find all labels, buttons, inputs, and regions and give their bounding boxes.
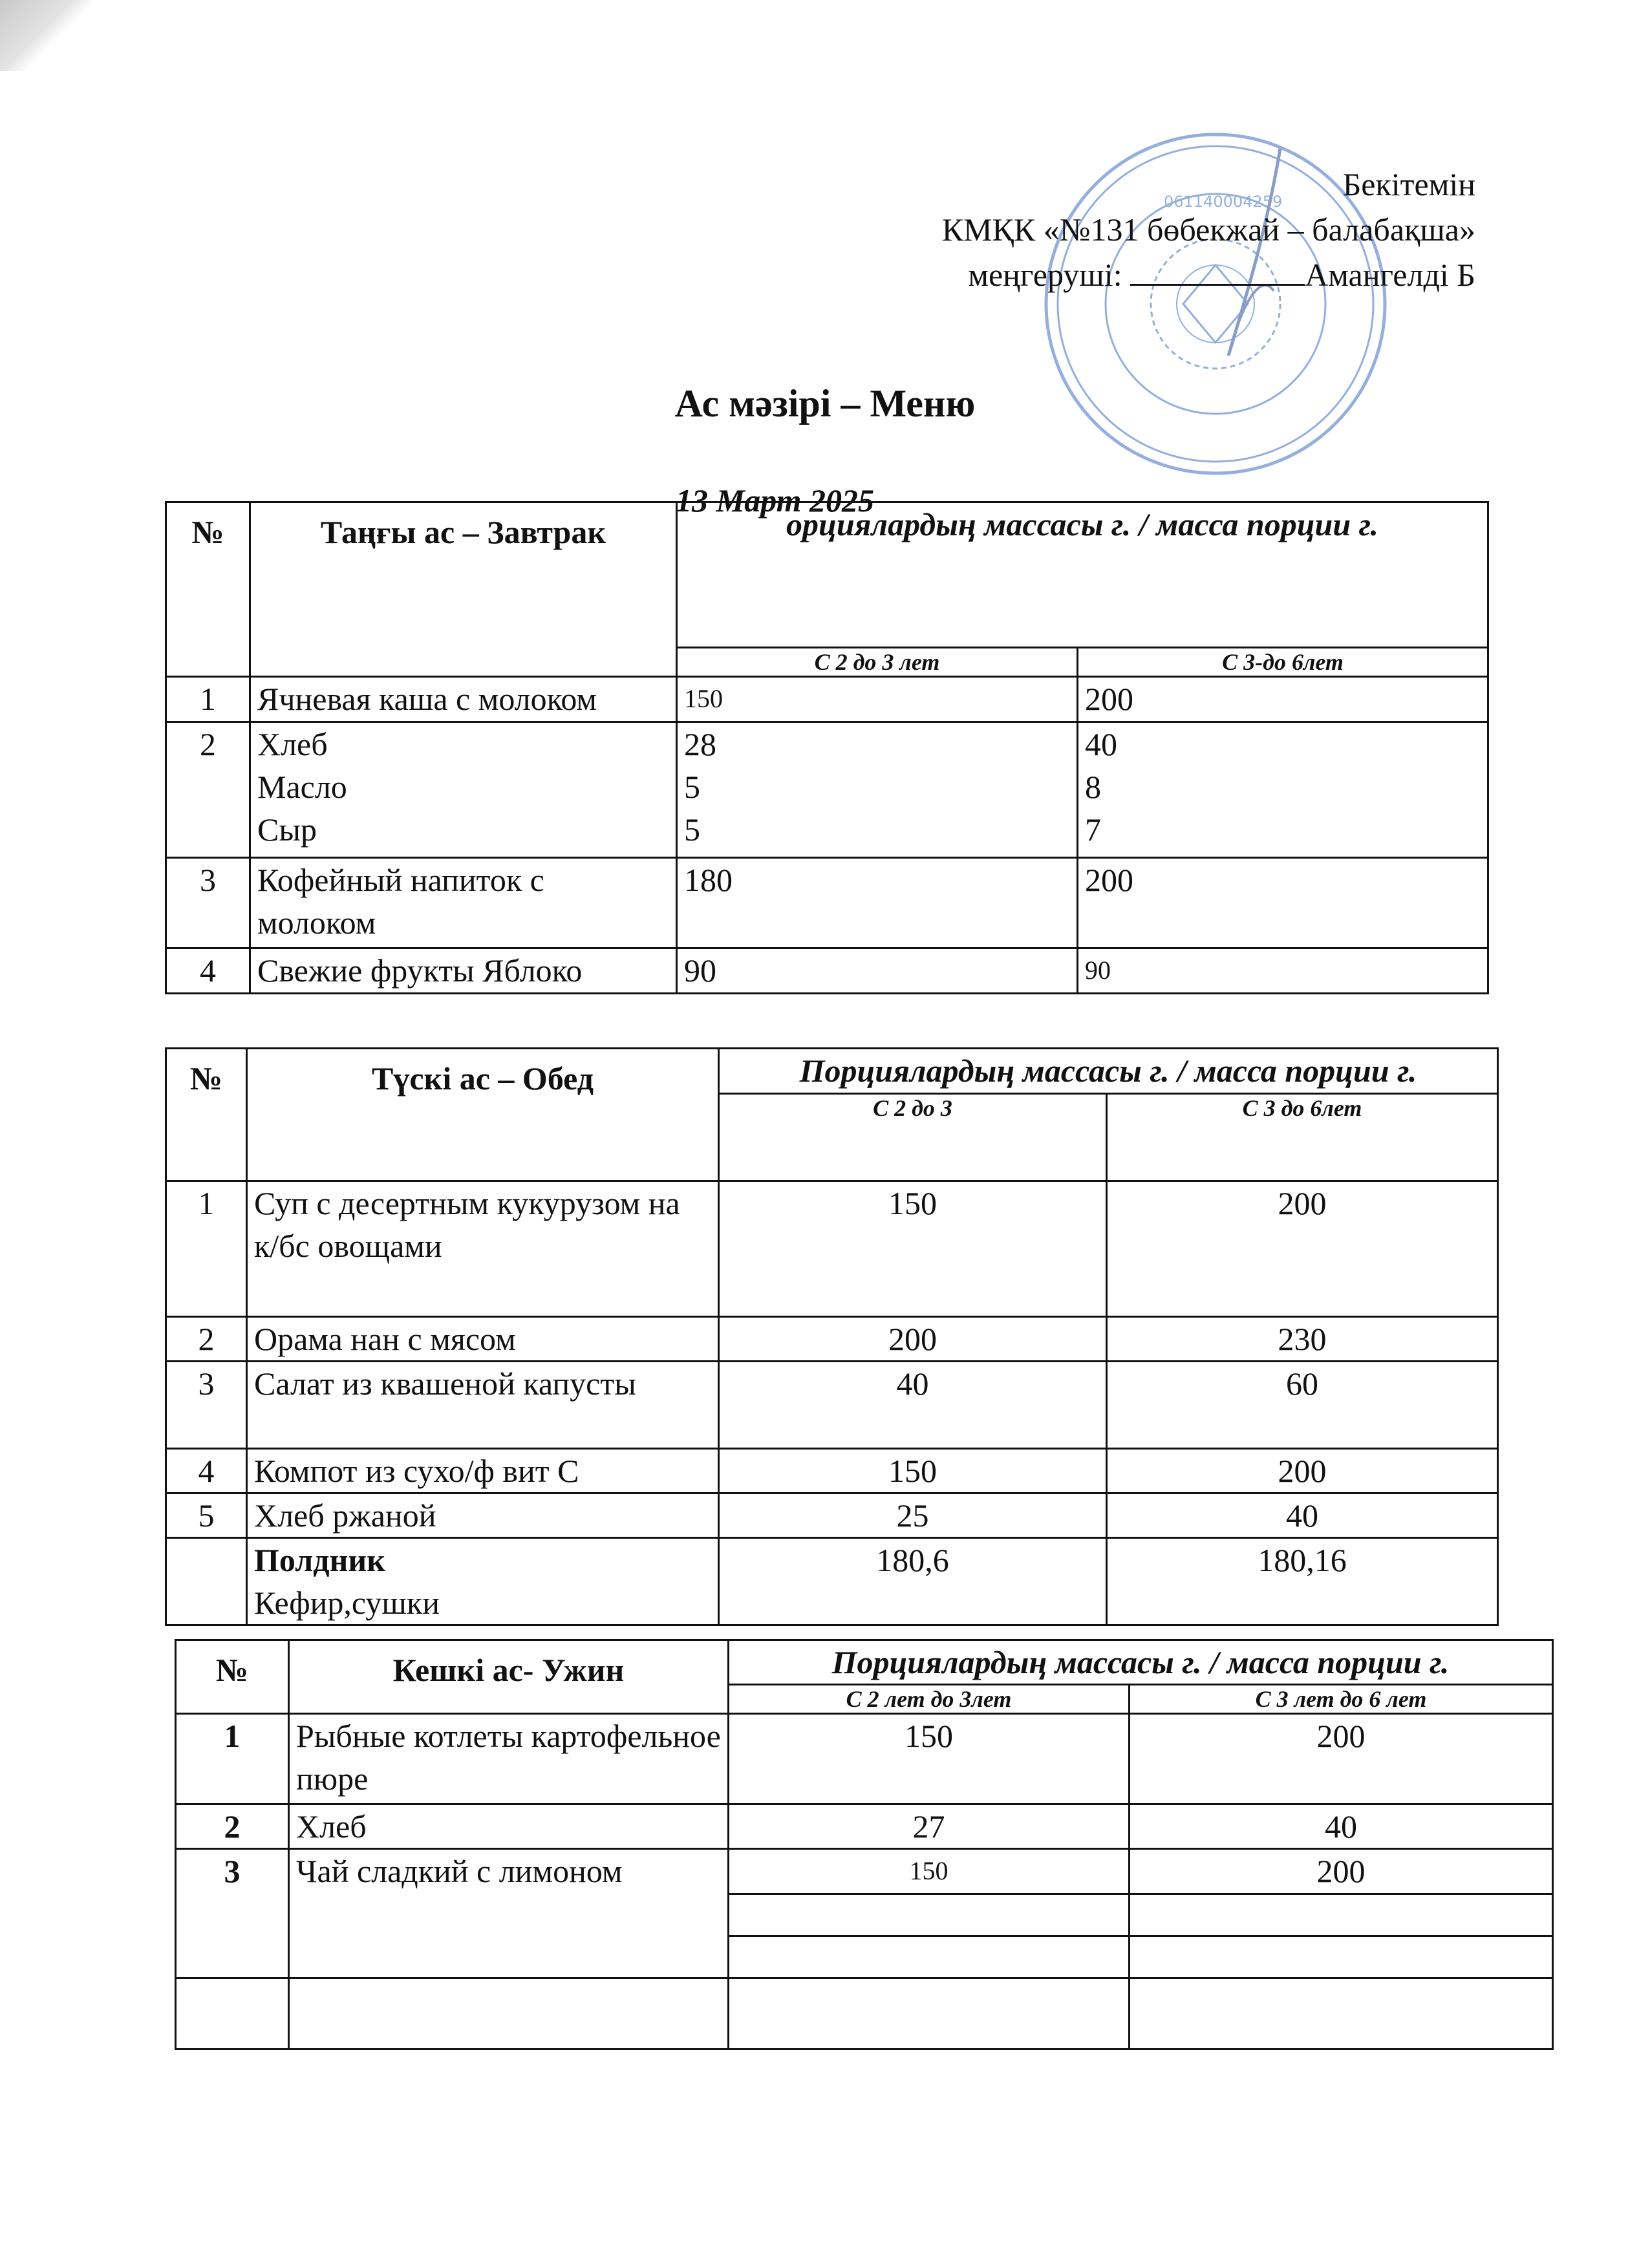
empty-cell (1130, 1894, 1553, 1936)
row-number: 2 (176, 1804, 289, 1849)
portion-age-2: 200 (1130, 1849, 1553, 1894)
empty-cell (1130, 1936, 1553, 1978)
portion-age-2: 90 (1078, 948, 1488, 994)
portion-age-2 (1078, 722, 1488, 858)
dish-name: Салат из квашеной капусты (247, 1362, 719, 1449)
dish-name: Хлеб (289, 1804, 729, 1849)
portion-age-1: 180 (677, 858, 1078, 948)
lunch-col-mass: Порциялардың массасы г. / масса порции г. (719, 1049, 1498, 1094)
empty-cell (289, 1978, 729, 2049)
portion-age-2: 200 (1107, 1449, 1498, 1493)
approval-block (942, 162, 1475, 297)
portion-age-1: 150 (729, 1849, 1130, 1894)
lunch-col-no: № (166, 1049, 247, 1181)
dish-name: Хлеб ржаной (247, 1493, 719, 1538)
snack-title: Полдник (254, 1542, 386, 1578)
table-row (166, 858, 1488, 948)
table-row (176, 1714, 1553, 1804)
dinner-age-2: С 3 лет до 6 лет (1130, 1685, 1553, 1714)
snack-name: Кефир,сушки (254, 1585, 440, 1621)
portion-line: 8 (1085, 769, 1101, 805)
row-number: 3 (166, 858, 250, 948)
dinner-col-mass: Порциялардың массасы г. / масса порции г. (729, 1640, 1553, 1685)
dinner-table (175, 1639, 1554, 2050)
lunch-age-1: С 2 до 3 (719, 1094, 1107, 1181)
table-row (166, 948, 1488, 994)
breakfast-age-1: С 2 до 3 лет (677, 648, 1078, 677)
breakfast-col-mass: орциялардың массасы г. / масса порции г. (677, 502, 1488, 648)
table-row-empty (176, 1978, 1553, 2049)
portion-age-1: 150 (719, 1181, 1107, 1317)
row-number: 1 (166, 677, 250, 722)
row-number: 1 (166, 1181, 247, 1317)
dish-line: Хлеб (257, 726, 328, 762)
portion-age-1: 40 (719, 1362, 1107, 1449)
table-row (166, 677, 1488, 722)
portion-line: 40 (1085, 726, 1117, 762)
portion-age-2: 200 (1130, 1714, 1553, 1804)
signature-blank (1130, 258, 1305, 286)
table-row (176, 1804, 1553, 1849)
portion-age-1: 200 (719, 1317, 1107, 1362)
approval-name: Амангелді Б (1305, 257, 1475, 293)
snack-cell (247, 1538, 719, 1625)
row-number: 4 (166, 948, 250, 994)
empty-cell (729, 1894, 1130, 1936)
snack-row (166, 1538, 1498, 1625)
table-row (166, 1181, 1498, 1317)
portion-age-2: 40 (1130, 1804, 1553, 1849)
breakfast-age-2: С 3-до 6лет (1078, 648, 1488, 677)
portion-age-1: 25 (719, 1493, 1107, 1538)
portion-age-2: 200 (1078, 858, 1488, 948)
dinner-age-1: С 2 лет до 3лет (729, 1685, 1130, 1714)
scan-page-curl (0, 0, 91, 71)
dish-name (250, 722, 677, 858)
portion-line: 5 (684, 811, 700, 848)
dish-name: Суп с десертным кукурузом на к/бс овощами (247, 1181, 719, 1317)
portion-age-2: 200 (1078, 677, 1488, 722)
approval-organization: КМҚК «№131 бөбекжай – балабақша» (941, 211, 1475, 248)
menu-date: 13 Март 2025 (676, 482, 874, 519)
portion-age-2: 60 (1107, 1362, 1498, 1449)
approval-signature-line (942, 252, 1475, 297)
portion-age-1: 90 (677, 948, 1078, 994)
dish-name: Кофейный напиток с молоком (250, 858, 677, 948)
row-number: 5 (166, 1493, 247, 1538)
table-row (166, 1493, 1498, 1538)
table-row (166, 1362, 1498, 1449)
dish-name: Ячневая каша с молоком (250, 677, 677, 722)
portion-line: 5 (684, 769, 700, 805)
portion-age-1: 180,6 (719, 1538, 1107, 1625)
portion-line: 7 (1085, 811, 1101, 848)
row-number-empty (166, 1538, 247, 1625)
empty-cell (176, 1978, 289, 2049)
portion-age-1 (677, 722, 1078, 858)
portion-age-2: 40 (1107, 1493, 1498, 1538)
stamp-number: 061140004259 (1164, 193, 1283, 211)
portion-age-2: 200 (1107, 1181, 1498, 1317)
dish-name: Рыбные котлеты картофельное пюре (289, 1714, 729, 1804)
table-row (166, 1449, 1498, 1493)
portion-age-1: 27 (729, 1804, 1130, 1849)
dish-name: Свежие фрукты Яблоко (250, 948, 677, 994)
dinner-col-no: № (176, 1640, 289, 1714)
dish-name: Чай сладкий с лимоном (289, 1849, 729, 1978)
row-number: 1 (176, 1714, 289, 1804)
empty-cell (729, 1978, 1130, 2049)
approval-position: меңгеруші: (968, 257, 1122, 293)
lunch-col-meal: Түскі ас – Обед (247, 1049, 719, 1181)
dinner-col-meal: Кешкі ас- Ужин (289, 1640, 729, 1714)
row-number: 3 (176, 1849, 289, 1978)
dish-name: Компот из сухо/ф вит С (247, 1449, 719, 1493)
row-number: 3 (166, 1362, 247, 1449)
portion-age-2: 180,16 (1107, 1538, 1498, 1625)
approval-title: Бекітемін (1342, 166, 1475, 202)
lunch-table (165, 1047, 1499, 1626)
row-number: 2 (166, 1317, 247, 1362)
portion-age-2: 230 (1107, 1317, 1498, 1362)
row-number: 2 (166, 722, 250, 858)
portion-age-1: 150 (729, 1714, 1130, 1804)
empty-cell (729, 1936, 1130, 1978)
table-row (166, 1317, 1498, 1362)
empty-cell (1130, 1978, 1553, 2049)
dish-name: Орама нан с мясом (247, 1317, 719, 1362)
page-title: Ас мәзірі – Меню (674, 382, 976, 425)
breakfast-col-no: № (166, 502, 250, 677)
portion-age-1: 150 (719, 1449, 1107, 1493)
dish-line: Сыр (257, 811, 317, 848)
portion-age-1: 150 (677, 677, 1078, 722)
dish-line: Масло (257, 769, 347, 805)
breakfast-col-meal: Таңғы ас – Завтрак (250, 502, 677, 677)
row-number: 4 (166, 1449, 247, 1493)
table-row (176, 1849, 1553, 1894)
table-row (166, 722, 1488, 858)
breakfast-table (165, 501, 1489, 994)
lunch-age-2: С 3 до 6лет (1107, 1094, 1498, 1181)
portion-line: 28 (684, 726, 716, 762)
